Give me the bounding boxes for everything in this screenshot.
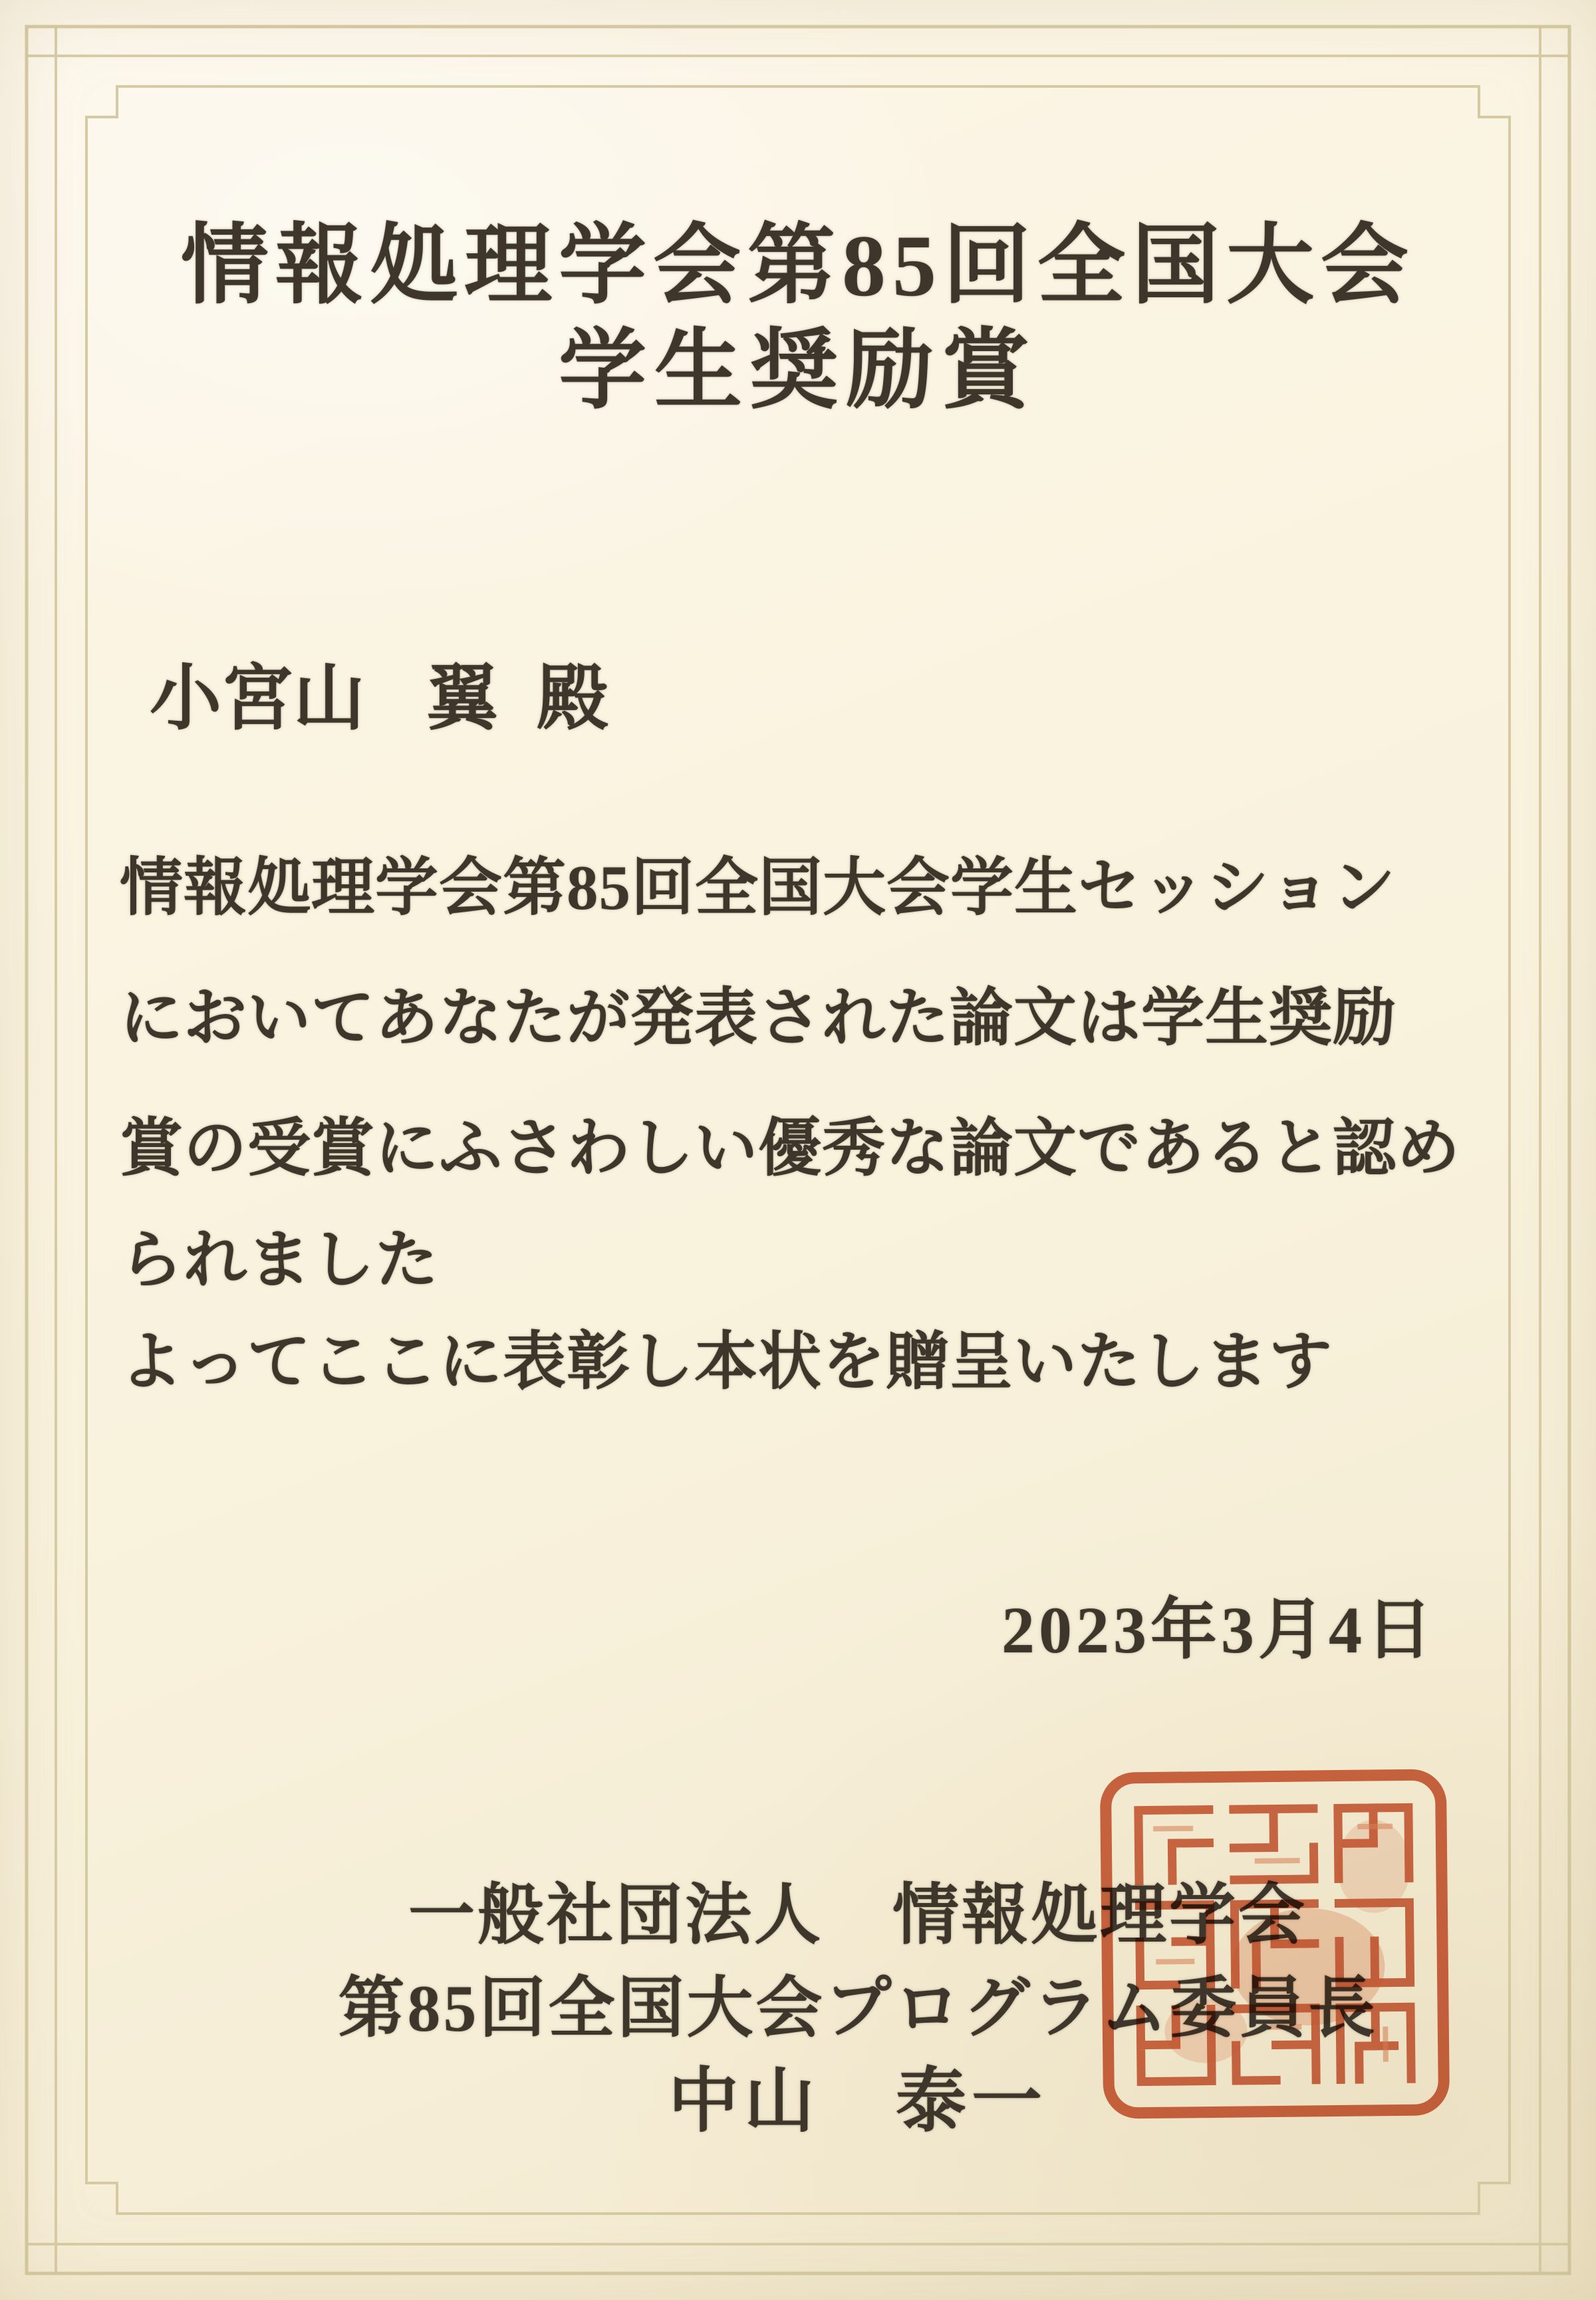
recipient-honorific: 殿 — [537, 660, 609, 739]
recipient-line — [150, 660, 609, 739]
issuer-name: 中山 泰一 — [668, 2063, 1047, 2140]
recipient-family-name: 小宮山 — [150, 660, 366, 739]
recipient-given-name: 翼 — [426, 660, 499, 739]
red-seal-stamp — [1097, 1764, 1453, 2124]
certificate-date: 2023年3月4日 — [1001, 1593, 1436, 1667]
body-line: 情報処理学会第85回全国大会学生セッション — [120, 852, 1396, 923]
issuer-organization: 一般社団法人 情報処理学会 — [408, 1878, 1307, 1952]
body-line: 賞の受賞にふさわしい優秀な論文であると認め — [120, 1113, 1461, 1184]
body-line: られました — [120, 1225, 440, 1295]
certificate-title-line2: 学生奨励賞 — [559, 322, 1037, 420]
body-line: においてあなたが発表された論文は学生奨励 — [120, 983, 1397, 1053]
issuer-role: 第85回全国大会プログラム委員長 — [338, 1972, 1378, 2045]
certificate-title-line1: 情報処理学会第85回全国大会 — [181, 217, 1415, 315]
certificate-body — [120, 823, 1496, 1427]
body-line: よってここに表彰し本状を贈呈いたします — [120, 1327, 1333, 1397]
